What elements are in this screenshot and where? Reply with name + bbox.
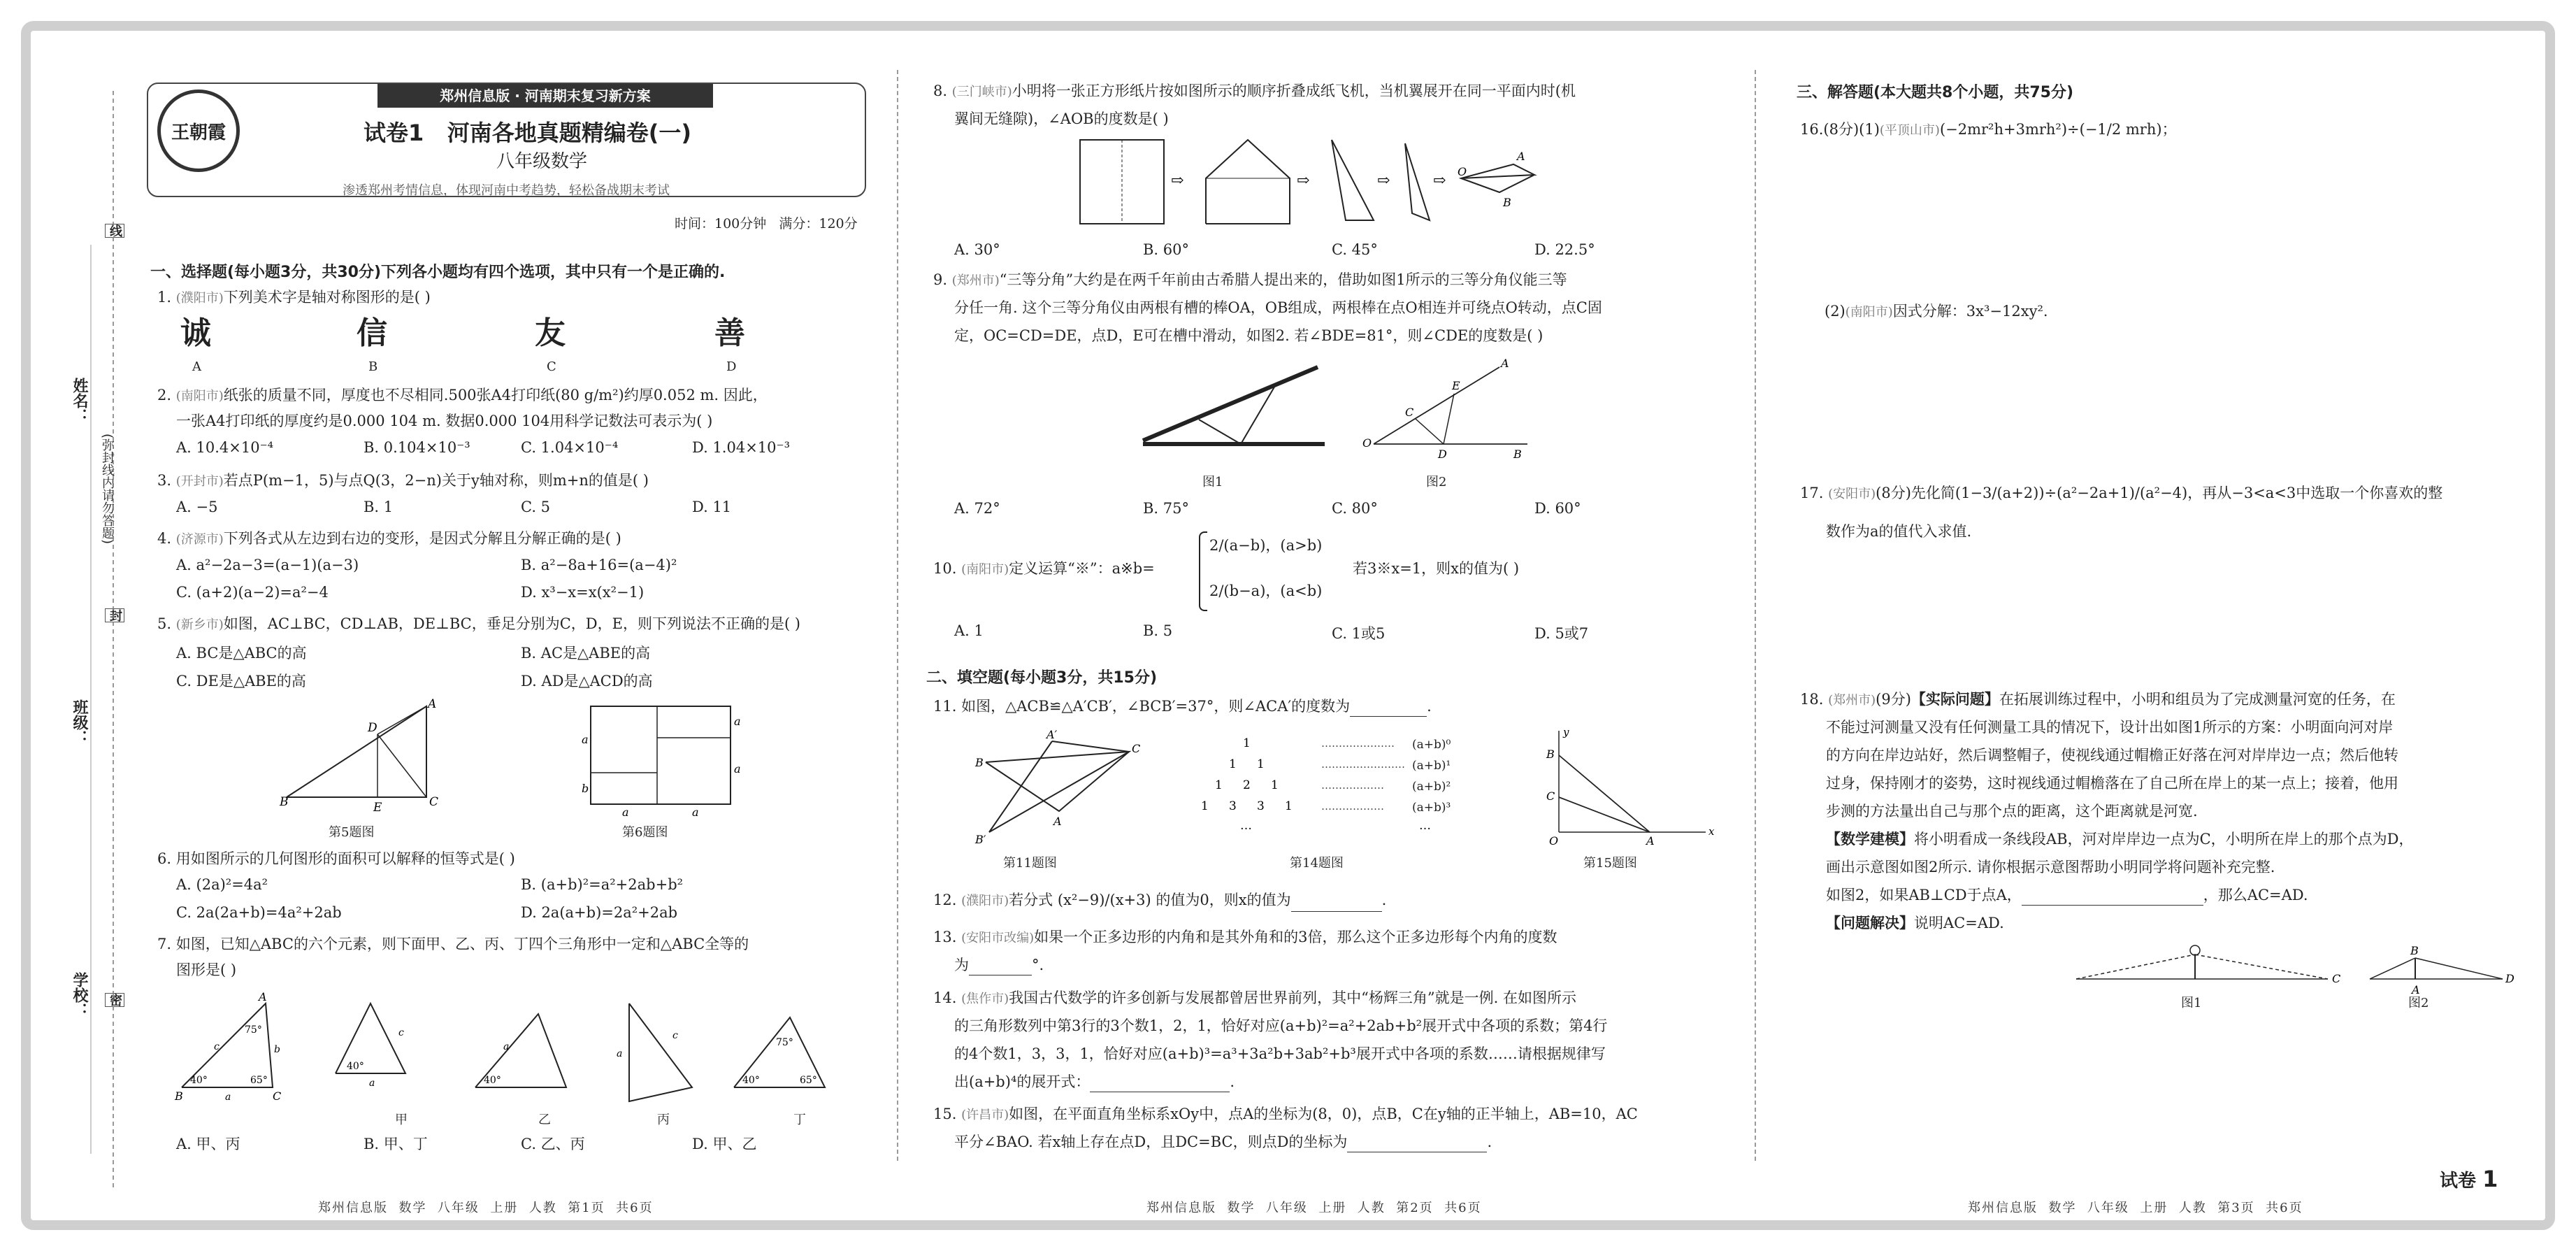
svg-text:A: A [1517,150,1525,163]
header-banner: 郑州信息版 · 河南期末复习新方案 [377,84,713,108]
q3-text: 3. (开封市)若点P(m−1，5)与点Q(3，2−n)关于y轴对称，则m+n的值是( ) [157,472,649,489]
q8-option-d[interactable]: D. 22.5° [1534,241,1595,258]
svg-text:B: B [2410,944,2419,957]
q10-text: 10. (南阳市)定义运算“※”：a※b= [933,560,1155,577]
q11-text: 11. 如图，△ACB≌△A′CB′，∠BCB′=37°，则∠ACA′的度数为 . [933,696,1432,717]
page-footer-2: 郑州信息版 数学 八年级 上册 人教 第2页 共6页 [1146,1201,1482,1215]
q3-option-a[interactable]: A. −5 [176,499,218,515]
q10-option-a[interactable]: A. 1 [954,622,984,639]
q5-option-a[interactable]: A. BC是△ABC的高 [176,645,307,662]
svg-text:c: c [214,1041,220,1052]
svg-text:a: a [225,1092,231,1103]
q10-option-b[interactable]: B. 5 [1143,622,1173,639]
q9-caption-fig1: 图1 [1202,475,1223,489]
q16-work-area[interactable] [1800,147,2499,287]
svg-text:C: C [273,1089,282,1103]
figure-q8-paper-plane [1080,136,1583,234]
q6-option-a[interactable]: A. (2a)²=4a² [176,876,268,893]
q5-text: 5. (新乡市)如图，AC⊥BC，CD⊥AB，DE⊥BC，垂足分别为C，D，E，则下列说法不正确的是( ) [157,615,801,632]
q15-text: 15. (许昌市)如图，在平面直角坐标系xOy中，点A的坐标为(8，0)，点B，C在y轴的正半轴上，AB=10，AC [933,1106,1638,1122]
svg-text:B: B [280,795,289,809]
svg-text:A: A [1053,815,1062,828]
svg-text:x: x [1708,825,1715,838]
svg-text:A: A [428,697,437,711]
side-school-label: 学校： [71,972,88,1018]
q2-text: 2. (南阳市)纸张的质量不同，厚度也不尽相同.500张A4打印纸(80 g/m²)约厚0.052 m. 因此， [157,387,768,403]
q5-option-b[interactable]: B. AC是△ABE的高 [521,645,651,662]
q14-row-2: (a+b)² [1412,780,1451,794]
q5-option-d[interactable]: D. AD是△ACD的高 [521,673,653,689]
svg-text:b: b [582,782,589,795]
q9-option-c[interactable]: C. 80° [1332,500,1378,517]
q6-figure-caption: 第6题图 [622,825,668,840]
side-seal-note: (弥封线内请勿答题) [100,434,115,545]
section-choice-title: 一、选择题(每小题3分，共30分)下列各小题均有四个选项，其中只有一个是正确的. [150,264,726,281]
figure-q15 [1538,727,1720,846]
svg-text:75°: 75° [776,1037,793,1048]
q10-case1: 2/(a−b)，(a>b) [1209,537,1323,554]
svg-text:E: E [373,801,382,815]
q1-char-d: 善 [714,315,745,351]
svg-text:………………: ……………… [1321,779,1384,792]
svg-text:1: 1 [1243,736,1251,750]
svg-text:B′: B′ [975,833,986,846]
svg-text:1: 1 [1285,799,1293,813]
q14-text2: 的三角形数列中第3行的3个数1，2，1，恰好对应(a+b)²=a²+2ab+b²展开式中各项的系数；第4行 [954,1017,1608,1034]
svg-text:A: A [259,990,267,1003]
svg-text:A: A [1501,357,1509,370]
q9-text3: 定，OC=CD=DE，点D，E可在槽中滑动，如图2. 若∠BDE=81°，则∠CDE的度数是( ) [954,327,1544,344]
q7-option-a[interactable]: A. 甲、丙 [176,1136,240,1152]
logo-text: 王朝霞 [171,122,226,143]
q3-option-d[interactable]: D. 11 [692,499,732,515]
svg-text:a: a [734,762,741,775]
svg-text:………………: ……………… [1321,800,1384,813]
q18-line-3: 过身，保持刚才的姿势，这时视线通过帽檐落在了自己所在岸上的某一点上；接着，他用 [1826,775,2398,792]
page-footer-3: 郑州信息版 数学 八年级 上册 人教 第3页 共6页 [1968,1201,2303,1215]
q14-figure-caption: 第14题图 [1290,856,1344,871]
figure-q7 [175,989,860,1108]
q14-row-1: (a+b)¹ [1412,759,1451,773]
q7-caption-bing: 丙 [657,1113,670,1127]
q8-option-c[interactable]: C. 45° [1332,241,1378,258]
q15-text2: 平分∠BAO. 若x轴上存在点D，且DC=BC，则点D的坐标为 . [954,1131,1492,1152]
q1-char-c: 友 [535,315,566,351]
q14-text4: 出(a+b)⁴的展开式： . [954,1071,1235,1092]
svg-text:y: y [1563,726,1569,738]
svg-text:1: 1 [1271,778,1279,792]
q1-label-c: C [547,359,556,374]
column-separator-2 [1755,70,1756,1161]
side-xian: 线 [105,224,124,238]
svg-text:E: E [1452,379,1460,392]
q11-answer-blank[interactable] [1350,716,1427,717]
svg-text:65°: 65° [250,1075,268,1086]
q18-text: 18. (郑州市)(9分)【实际问题】在拓展训练过程中，小明和组员为了完成测量河宽的任务，在 [1800,690,2396,708]
q8-text2: 翼间无缝隙)，∠AOB的度数是( ) [954,110,1169,127]
paper-number-label: 试卷 1 [2440,1166,2498,1192]
q10-option-d[interactable]: D. 5或7 [1534,625,1589,642]
q1-label-b: B [368,359,378,374]
q14-text3: 的4个数1，3，3，1，恰好对应(a+b)³=a³+3a²b+3ab²+b³展开式中各项的系数……请根据规律写 [954,1045,1606,1062]
q2-option-b[interactable]: B. 0.104×10⁻³ [364,439,470,456]
q18-model: 【数学建模】将小明看成一条线段AB，河对岸岸边一点为C，小明所在岸上的那个点为D， [1826,830,2414,848]
q6-option-c[interactable]: C. 2a(2a+b)=4a²+2ab [176,904,342,921]
q2-option-d[interactable]: D. 1.04×10⁻³ [692,439,791,456]
q2-option-c[interactable]: C. 1.04×10⁻⁴ [521,439,619,456]
q10-option-c[interactable]: C. 1或5 [1332,625,1386,642]
q4-text: 4. (济源市)下列各式从左边到右边的变形，是因式分解且分解正确的是( ) [157,530,621,547]
q7-text2: 图形是( ) [176,962,237,978]
section-fill-title: 二、填空题(每小题3分，共15分) [926,669,1158,687]
q9-option-d[interactable]: D. 60° [1534,500,1581,517]
svg-text:b: b [274,1044,280,1055]
svg-text:a: a [503,1041,510,1052]
publisher-logo [157,90,240,172]
svg-text:⇨: ⇨ [1171,172,1184,190]
figure-q6 [580,703,741,822]
svg-text:C: C [1546,789,1555,803]
side-feng: 封 [105,608,124,622]
q7-caption-jia: 甲 [395,1113,408,1127]
svg-text:B: B [1546,748,1555,761]
svg-text:a: a [582,733,589,746]
svg-text:⇨: ⇨ [1297,172,1310,190]
q8-option-a[interactable]: A. 30° [954,241,1000,258]
q9-text: 9. (郑州市)“三等分角”大约是在两千年前由古希腊人提出来的，借助如图1所示的三等分角仪能三等 [933,271,1567,288]
q7-caption-ding: 丁 [793,1113,806,1127]
q1-char-a: 诚 [180,315,211,351]
slogan: 渗透郑州考情信息，体现河南中考趋势，轻松备战期末考试 [343,183,670,198]
q5-option-c[interactable]: C. DE是△ABE的高 [176,673,306,689]
svg-text:…: … [1240,819,1252,833]
q18-caption-fig2: 图2 [2408,996,2429,1010]
figure-q18 [2069,941,2524,1017]
q9-option-b[interactable]: B. 75° [1143,500,1190,517]
q18-line-1: 不能过河测量又没有任何测量工具的情况下，设计出如图1所示的方案：小明面向河对岸 [1826,719,2394,736]
svg-text:C: C [2332,972,2341,985]
q1-label-d: D [726,359,737,374]
q8-option-b[interactable]: B. 60° [1143,241,1190,258]
svg-text:c: c [398,1027,404,1038]
svg-text:C: C [1132,742,1141,755]
q18-line-4: 步测的方法量出自己与那个点的距离，这个距离就是河宽. [1826,803,2198,820]
q18-line-2: 的方向在岸边站好，然后调整帽子，使视线通过帽檐正好落在河对岸岸边一点；然后他转 [1826,747,2398,764]
svg-text:A′: A′ [1046,728,1058,741]
q10-case2: 2/(b−a)，(a<b) [1209,582,1323,599]
q1-text: 1. (濮阳市)下列美术字是轴对称图形的是( ) [157,289,431,306]
q11-figure-caption: 第11题图 [1003,856,1057,871]
svg-text:B: B [175,1089,183,1103]
q3-option-c[interactable]: C. 5 [521,499,551,515]
svg-text:…………………: ………………… [1321,737,1395,750]
svg-text:O: O [1549,834,1559,848]
figure-q5 [280,699,461,818]
svg-text:B: B [1503,196,1511,209]
q8-text: 8. (三门峡市)小明将一张正方形纸片按如图所示的顺序折叠成纸飞机，当机翼展开在同一平面内时(机 [933,83,1576,99]
figure-q11 [975,727,1143,853]
q18-solve: 【问题解决】说明AC=AD. [1826,914,2004,931]
svg-text:C: C [429,795,439,809]
q18-model2: 画出示意图如图2所示. 请你根据示意图帮助小明同学将问题补充完整. [1826,859,2275,875]
q7-option-d[interactable]: D. 甲、乙 [692,1136,757,1152]
q13-text: 13. (安阳市改编)如果一个正多边形的内角和是其外角和的3倍，那么这个正多边形每个内角的度数 [933,929,1557,945]
svg-text:……………………: …………………… [1321,758,1405,771]
q4-option-d[interactable]: D. x³−x=x(x²−1) [521,584,645,601]
q9-option-a[interactable]: A. 72° [954,500,1000,517]
q4-option-b[interactable]: B. a²−8a+16=(a−4)² [521,557,677,573]
q12-text: 12. (濮阳市)若分式 (x²−9)/(x+3) 的值为0，则x的值为 . [933,889,1386,912]
q18-caption-fig1: 图1 [2181,996,2202,1010]
side-name-label: 姓名： [71,378,88,424]
q7-option-c[interactable]: C. 乙、丙 [521,1136,585,1152]
q9-text2: 分任一角. 这个三等分角仪由两根有槽的棒OA，OB组成，两根棒在点O相连并可绕点O转动，点C固 [954,299,1602,316]
q4-option-c[interactable]: C. (a+2)(a−2)=a²−4 [176,584,329,601]
svg-text:65°: 65° [800,1075,817,1086]
q7-caption-yi: 乙 [538,1113,551,1127]
q15-figure-caption: 第15题图 [1583,856,1637,871]
svg-text:D: D [368,721,377,735]
svg-text:1: 1 [1257,757,1265,771]
q7-option-b[interactable]: B. 甲、丁 [364,1136,428,1152]
svg-text:2: 2 [1243,778,1251,792]
side-class-label: 班级： [71,699,88,745]
q10-piecewise-brace [1199,531,1207,611]
q6-text: 6. 用如图所示的几何图形的面积可以解释的恒等式是( ) [157,850,515,867]
svg-text:C: C [1405,406,1414,419]
q2-option-a[interactable]: A. 10.4×10⁻⁴ [176,439,274,456]
svg-text:c: c [672,1030,678,1041]
paper-title: 试卷1 河南各地真题精编卷(一) [364,120,691,146]
svg-text:1: 1 [1229,757,1237,771]
svg-text:a: a [622,806,629,819]
svg-text:a: a [692,806,699,819]
svg-text:1: 1 [1201,799,1209,813]
q18-answer-blank[interactable] [2022,905,2203,906]
svg-text:40°: 40° [484,1075,501,1086]
svg-text:O: O [1458,165,1467,178]
q12-answer-blank[interactable] [1291,911,1382,912]
svg-text:3: 3 [1229,799,1237,813]
svg-text:3: 3 [1257,799,1265,813]
q17-text: 17. (安阳市)(8分)先化简(1−3/(a+2))÷(a²−2a+1)/(a²−4)，再从−3<a<3中选取一个你喜欢的整 [1800,485,2443,501]
q14-row-0: (a+b)⁰ [1412,738,1451,752]
svg-text:a: a [617,1048,623,1059]
q3-option-b[interactable]: B. 1 [364,499,394,515]
q16-part1: 16.(8分)(1)(平顶山市)(−2mr²h+3mrh²)÷(−1/2 mrh)； [1800,121,2177,138]
q16-part2: (2)(南阳市)因式分解：3x³−12xy². [1825,303,2048,320]
paper-subtitle: 八年级数学 [496,151,588,172]
q18-fig2-statement: 如图2，如果AB⊥CD于点A， ，那么AC=AD. [1826,885,2308,906]
svg-text:O: O [1362,436,1372,450]
q4-option-a[interactable]: A. a²−2a−3=(a−1)(a−3) [176,557,359,573]
svg-text:…: … [1419,819,1431,833]
page-footer-1: 郑州信息版 数学 八年级 上册 人教 第1页 共6页 [318,1201,654,1215]
svg-text:⇨: ⇨ [1433,172,1446,190]
svg-text:40°: 40° [742,1075,760,1086]
svg-text:B: B [975,756,984,769]
svg-text:75°: 75° [245,1024,262,1036]
q10-tail: 若3※x=1，则x的值为( ) [1353,560,1520,577]
svg-text:⇨: ⇨ [1377,172,1390,190]
q17-text2: 数作为a的值代入求值. [1826,523,1972,540]
q1-char-b: 信 [357,315,387,351]
svg-text:a: a [734,715,741,728]
section-answer-title: 三、解答题(本大题共8个小题，共75分) [1797,84,2074,101]
svg-text:a: a [369,1078,375,1089]
column-separator-1 [897,70,898,1161]
q2-text2: 一张A4打印纸的厚度约是0.000 104 m. 数据0.000 104用科学记数法可表示为( ) [176,413,713,429]
svg-text:D: D [2505,972,2514,985]
q14-row-3: (a+b)³ [1412,801,1451,815]
q6-option-b[interactable]: B. (a+b)²=a²+2ab+b² [521,876,684,893]
time-score: 时间：100分钟 满分：120分 [675,216,858,231]
svg-text:1: 1 [1215,778,1223,792]
q7-text: 7. 如图，已知△ABC的六个元素，则下面甲、乙、丙、丁四个三角形中一定和△ABC全等的 [157,936,749,952]
svg-text:A: A [2412,983,2420,996]
q5-figure-caption: 第5题图 [329,825,375,840]
svg-text:B: B [1513,448,1522,461]
side-mi: 密 [105,993,124,1007]
q1-label-a: A [192,359,201,374]
q6-option-d[interactable]: D. 2a(a+b)=2a²+2ab [521,904,678,921]
svg-text:40°: 40° [190,1075,208,1086]
q13-text2: 为 °. [954,955,1044,975]
q14-text: 14. (焦作市)我国古代数学的许多创新与发展都曾居世界前列，其中“杨辉三角”就是一例. 在如图所示 [933,989,1576,1006]
svg-text:40°: 40° [347,1061,364,1072]
q9-caption-fig2: 图2 [1426,475,1447,489]
svg-text:D: D [1438,448,1447,461]
svg-text:A: A [1646,834,1655,848]
figure-q9-trisector [1136,353,1625,461]
